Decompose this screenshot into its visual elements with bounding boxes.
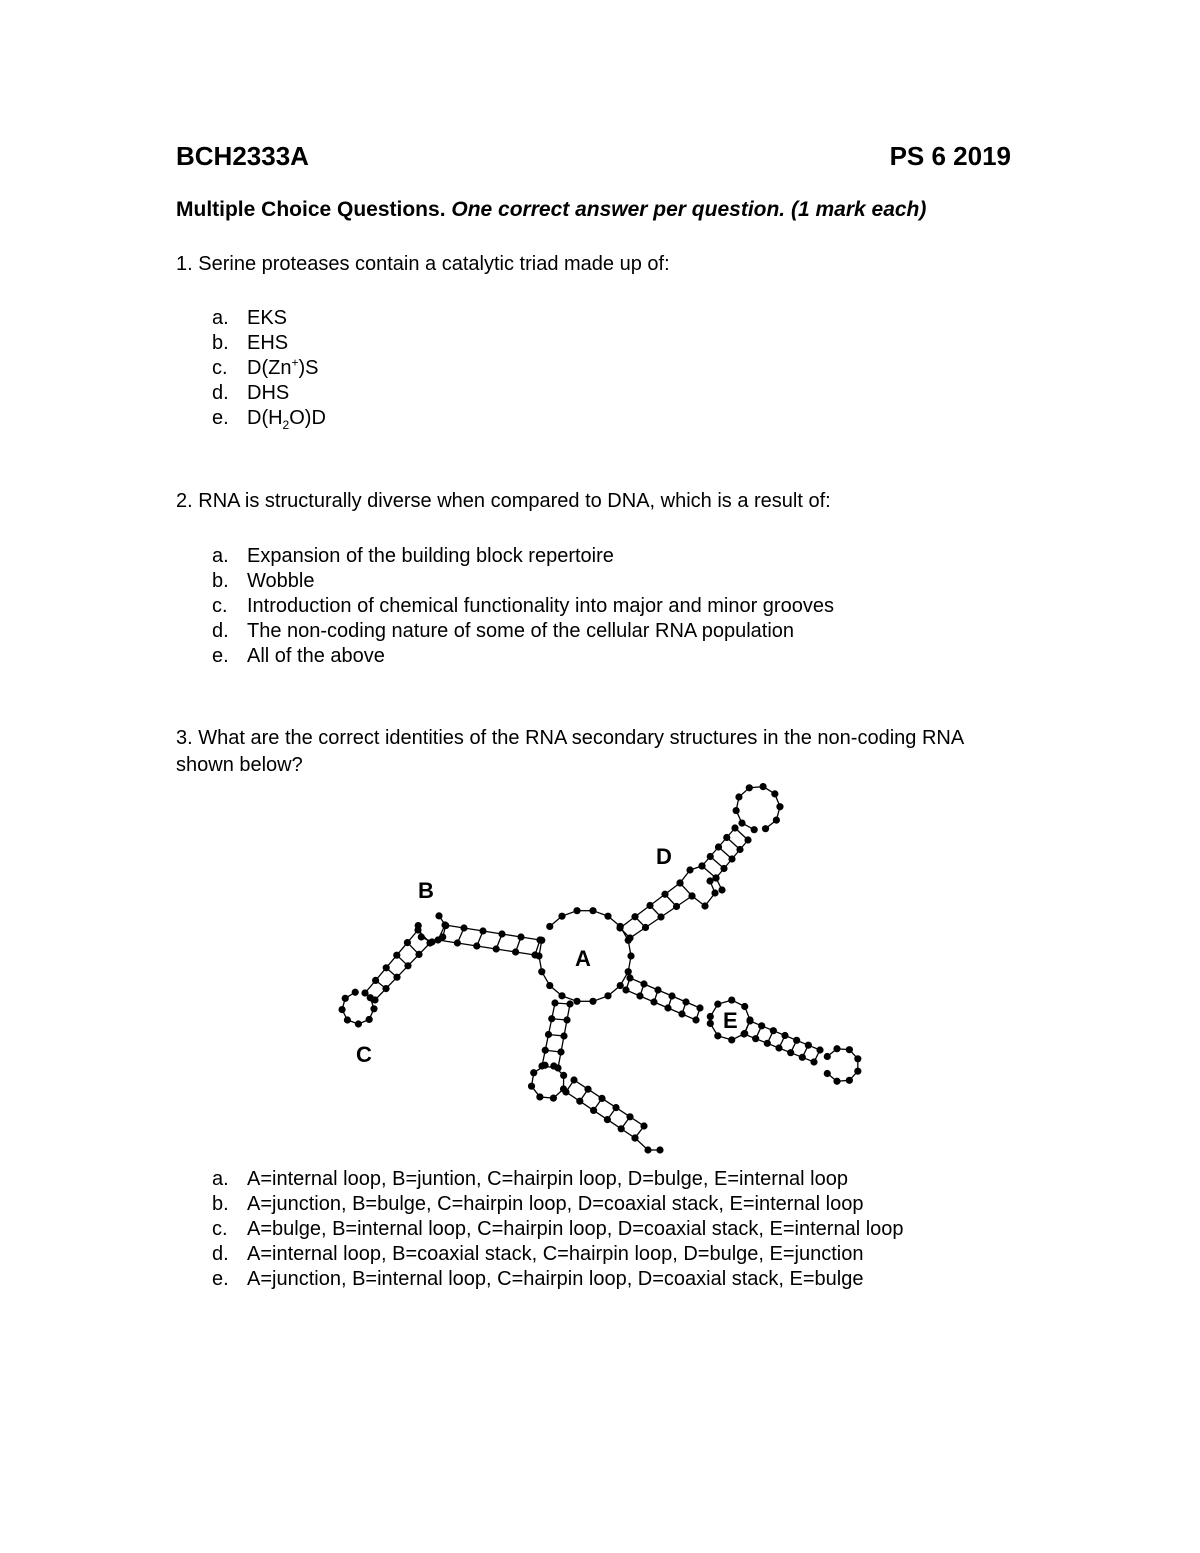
nucleotide-dot	[548, 1015, 555, 1022]
nucleotide-dot	[773, 816, 780, 823]
option-letter: d.	[212, 382, 229, 404]
nucleotide-dot	[692, 1016, 699, 1023]
question-3-options	[212, 1167, 904, 1292]
nucleotide-dot	[661, 891, 668, 898]
nucleotide-dot	[545, 1031, 552, 1038]
nucleotide-dot	[626, 1113, 633, 1120]
nucleotide-dot	[673, 903, 680, 910]
nucleotide-dot	[560, 1032, 567, 1039]
question-3	[176, 725, 996, 779]
label-c: C	[356, 1042, 372, 1067]
option-text: DHS	[247, 382, 290, 404]
nucleotide-dot	[688, 892, 695, 899]
nucleotide-dot	[787, 1049, 794, 1056]
option-letter: b.	[212, 332, 229, 354]
nucleotide-dot	[854, 1068, 861, 1075]
option-text: A=internal loop, B=juntion, C=hairpin loop, D=bulge, E=internal loop	[247, 1168, 848, 1190]
nucleotide-dot	[558, 992, 565, 999]
option-text	[247, 406, 326, 431]
nucleotide-dot	[576, 1098, 583, 1105]
nucleotide-dot	[541, 1062, 548, 1069]
option-letter: a.	[212, 307, 229, 329]
option-item	[212, 306, 326, 331]
nucleotide-dot	[731, 824, 738, 831]
option-item	[212, 1242, 904, 1267]
question-2	[176, 488, 996, 515]
nucleotide-dot	[560, 1072, 567, 1079]
option-item	[212, 544, 834, 569]
nucleotide-dot	[707, 1013, 714, 1020]
question-text: Serine proteases contain a catalytic triad made up of:	[198, 253, 670, 275]
nucleotide-dot	[741, 1003, 748, 1010]
nucleotide-dot	[404, 939, 411, 946]
option-letter: a.	[212, 545, 229, 567]
nucleotide-dot	[626, 934, 633, 941]
nucleotide-dot	[414, 926, 421, 933]
label-e: E	[723, 1008, 738, 1033]
nucleotide-dot	[642, 924, 649, 931]
option-text-post: O)D	[289, 407, 326, 429]
nucleotide-dot	[640, 1122, 647, 1129]
nucleotide-dot	[562, 1088, 569, 1095]
nucleotide-dot	[557, 1048, 564, 1055]
nucleotide-dot	[546, 923, 553, 930]
nucleotide-dot	[657, 913, 664, 920]
nucleotide-dot	[589, 998, 596, 1005]
nucleotide-dot	[551, 999, 558, 1006]
nucleotide-dot	[824, 1070, 831, 1077]
nucleotide-dot	[589, 907, 596, 914]
nucleotide-dot	[404, 962, 411, 969]
page-header	[176, 141, 1011, 172]
nucleotide-dot	[686, 866, 693, 873]
nucleotide-dot	[735, 793, 742, 800]
nucleotide-dot	[696, 1004, 703, 1011]
nucleotide-dot	[646, 902, 653, 909]
nucleotide-dot	[415, 951, 422, 958]
option-item	[212, 1192, 904, 1217]
nucleotide-dot	[738, 819, 745, 826]
nucleotide-dot	[531, 951, 538, 958]
option-item	[212, 569, 834, 594]
nucleotide-dot	[736, 846, 743, 853]
nucleotide-dot	[418, 933, 425, 940]
nucleotide-dot	[498, 930, 505, 937]
option-text: Introduction of chemical functionality into major and minor grooves	[247, 595, 834, 617]
nucleotide-dot	[366, 1016, 373, 1023]
nucleotide-dot	[454, 939, 461, 946]
option-text: Expansion of the building block repertoire	[247, 545, 614, 567]
nucleotide-dot	[563, 1016, 570, 1023]
nucleotide-dot	[536, 936, 543, 943]
nucleotide-dot	[759, 783, 766, 790]
nucleotide-dot	[636, 992, 643, 999]
option-text: A=junction, B=bulge, C=hairpin loop, D=coaxial stack, E=internal loop	[247, 1193, 864, 1215]
nucleotide-dot	[528, 1083, 535, 1090]
nucleotide-dot	[723, 834, 730, 841]
nucleotide-dot	[631, 913, 638, 920]
nucleotide-dot	[707, 853, 714, 860]
option-text: A=junction, B=internal loop, C=hairpin loop, D=coaxial stack, E=bulge	[247, 1268, 864, 1290]
nucleotide-dot	[517, 933, 524, 940]
option-text: All of the above	[247, 645, 385, 667]
nucleotide-dot	[393, 952, 400, 959]
nucleotide-dot	[746, 1017, 753, 1024]
nucleotide-dot	[715, 843, 722, 850]
option-letter: e.	[212, 1268, 229, 1290]
nucleotide-dot	[622, 986, 629, 993]
nucleotide-dot	[656, 1146, 663, 1153]
nucleotide-dot	[714, 1001, 721, 1008]
nucleotide-dot	[751, 826, 758, 833]
nucleotide-dot	[728, 1036, 735, 1043]
nucleotide-dot	[598, 1095, 605, 1102]
label-a: A	[575, 946, 591, 971]
nucleotide-dot	[752, 1035, 759, 1042]
nucleotide-dot	[771, 790, 778, 797]
option-letter: d.	[212, 620, 229, 642]
option-letter: c.	[212, 1218, 228, 1240]
option-item	[212, 594, 834, 619]
section-title-italic: One correct answer per question. (1 mark each)	[451, 198, 927, 221]
nucleotide-dot	[538, 968, 545, 975]
section-title-bold: Multiple Choice Questions.	[176, 198, 446, 221]
nucleotide-dot	[355, 1020, 362, 1027]
nucleotide-dot	[367, 994, 374, 1001]
nucleotide-dot	[612, 1104, 619, 1111]
nucleotide-dot	[718, 886, 725, 893]
nucleotide-dot	[640, 980, 647, 987]
nucleotide-dot	[558, 913, 565, 920]
nucleotide-dot	[618, 1125, 625, 1132]
option-text	[247, 356, 318, 381]
nucleotide-dot	[781, 1032, 788, 1039]
question-number: 1.	[176, 253, 193, 275]
nucleotide-dot	[352, 989, 359, 996]
nucleotide-dot	[631, 1134, 638, 1141]
option-item	[212, 1167, 904, 1192]
course-code: BCH2333A	[176, 141, 309, 171]
nucleotide-dot	[833, 1078, 840, 1085]
nucleotide-dot	[627, 952, 634, 959]
nucleotide-dot	[714, 1032, 721, 1039]
nucleotide-dot	[668, 992, 675, 999]
nucleotide-dot	[473, 942, 480, 949]
nucleotide-dot	[512, 948, 519, 955]
option-item	[212, 331, 326, 356]
nucleotide-dot	[550, 1062, 557, 1069]
nucleotide-dot	[744, 836, 751, 843]
nucleotide-dot	[617, 982, 624, 989]
nucleotide-dot	[338, 1006, 345, 1013]
nucleotide-dot	[799, 1054, 806, 1061]
option-text: Wobble	[247, 570, 315, 592]
nucleotide-dot	[846, 1046, 853, 1053]
nucleotide-dot	[776, 803, 783, 810]
option-letter: c.	[212, 357, 228, 379]
option-letter: b.	[212, 570, 229, 592]
nucleotide-dot	[546, 982, 553, 989]
option-item	[212, 356, 326, 381]
nucleotide-dot	[530, 1069, 537, 1076]
nucleotide-dot	[728, 855, 735, 862]
nucleotide-dot	[344, 1016, 351, 1023]
option-text-pre: D(Zn	[247, 357, 292, 379]
nucleotide-dot	[573, 998, 580, 1005]
nucleotide-dot	[824, 1053, 831, 1060]
label-d: D	[656, 844, 672, 869]
problem-set-label: PS 6 2019	[889, 141, 1011, 171]
nucleotide-dot	[626, 974, 633, 981]
nucleotide-dot	[460, 924, 467, 931]
option-text: EHS	[247, 332, 289, 354]
nucleotide-dot	[550, 1095, 557, 1102]
option-letter: a.	[212, 1168, 229, 1190]
nucleotide-dot	[740, 1030, 747, 1037]
superscript: +	[291, 355, 299, 370]
nucleotide-dot	[393, 974, 400, 981]
nucleotide-dot	[810, 1058, 817, 1065]
option-item	[212, 1267, 904, 1292]
option-text: A=internal loop, B=coaxial stack, C=hairpin loop, D=bulge, E=junction	[247, 1243, 864, 1265]
nucleotide-dot	[573, 907, 580, 914]
option-item	[212, 1217, 904, 1242]
nucleotide-dot	[678, 1010, 685, 1017]
nucleotide-dot	[426, 939, 433, 946]
nucleotide-dot	[604, 913, 611, 920]
option-letter: b.	[212, 1193, 229, 1215]
nucleotide-dot	[542, 1047, 549, 1054]
nucleotide-dot	[816, 1046, 823, 1053]
option-item	[212, 619, 834, 644]
nucleotide-dot	[590, 1107, 597, 1114]
nucleotide-dot	[570, 1076, 577, 1083]
nucleotide-dot	[644, 1146, 651, 1153]
nucleotide-dot	[382, 985, 389, 992]
option-item	[212, 406, 326, 431]
option-letter: d.	[212, 1243, 229, 1265]
option-item	[212, 644, 834, 669]
nucleotide-dot	[682, 998, 689, 1005]
nucleotide-dot	[701, 902, 708, 909]
nucleotide-dot	[728, 996, 735, 1003]
nucleotide-dot	[372, 977, 379, 984]
question-1	[176, 251, 996, 278]
nucleotide-dot	[604, 1116, 611, 1123]
nucleotide-dot	[625, 968, 632, 975]
question-text: What are the correct identities of the RNA secondary structures in the non-coding RNA shown below?	[176, 727, 964, 776]
nucleotide-dot	[733, 807, 740, 814]
nucleotide-dot	[707, 1020, 714, 1027]
nucleotide-dot	[746, 784, 753, 791]
option-text: The non-coding nature of some of the cellular RNA population	[247, 620, 795, 642]
option-letter: e.	[212, 407, 229, 429]
nucleotide-dot	[435, 912, 442, 919]
option-letter: c.	[212, 595, 228, 617]
option-text-pre: D(H	[247, 407, 283, 429]
nucleotide-dot	[676, 879, 683, 886]
nucleotide-dot	[770, 1027, 777, 1034]
nucleotide-dot	[793, 1037, 800, 1044]
rna-secondary-structure-diagram	[330, 778, 890, 1168]
section-title	[176, 198, 926, 222]
nucleotide-dot	[764, 1040, 771, 1047]
nucleotide-dot	[342, 995, 349, 1002]
nucleotide-dot	[711, 889, 718, 896]
nucleotide-dot	[712, 874, 719, 881]
nucleotide-dot	[604, 992, 611, 999]
label-b: B	[418, 878, 434, 903]
question-number: 2.	[176, 490, 193, 512]
nucleotide-dot	[442, 922, 449, 929]
nucleotide-dot	[854, 1055, 861, 1062]
nucleotide-dot	[439, 933, 446, 940]
question-2-options	[212, 544, 834, 669]
nucleotide-dot	[758, 1022, 765, 1029]
question-number: 3.	[176, 727, 193, 749]
nucleotide-dot	[664, 1004, 671, 1011]
option-letter: e.	[212, 645, 229, 667]
nucleotide-dot	[805, 1042, 812, 1049]
option-item	[212, 381, 326, 406]
nucleotide-dot	[654, 986, 661, 993]
option-text-post: )S	[298, 357, 319, 379]
nucleotide-dot	[698, 862, 705, 869]
nucleotide-dot	[383, 964, 390, 971]
question-1-options	[212, 306, 326, 431]
nucleotide-dot	[370, 1005, 377, 1012]
nucleotide-dot	[846, 1077, 853, 1084]
subscript: 2	[282, 418, 290, 432]
nucleotide-dot	[762, 825, 769, 832]
nucleotide-dot	[493, 945, 500, 952]
nucleotide-dot	[616, 924, 623, 931]
nucleotide-dot	[833, 1045, 840, 1052]
nucleotide-dot	[584, 1086, 591, 1093]
nucleotide-dot	[720, 865, 727, 872]
nucleotide-dot	[536, 1093, 543, 1100]
nucleotide-dot	[479, 927, 486, 934]
question-text: RNA is structurally diverse when compared to DNA, which is a result of:	[198, 490, 831, 512]
nucleotide-dot	[566, 1000, 573, 1007]
nucleotide-dot	[775, 1044, 782, 1051]
nucleotide-dot	[650, 998, 657, 1005]
option-text: EKS	[247, 307, 288, 329]
option-text: A=bulge, B=internal loop, C=hairpin loop, D=coaxial stack, E=internal loop	[247, 1218, 904, 1240]
